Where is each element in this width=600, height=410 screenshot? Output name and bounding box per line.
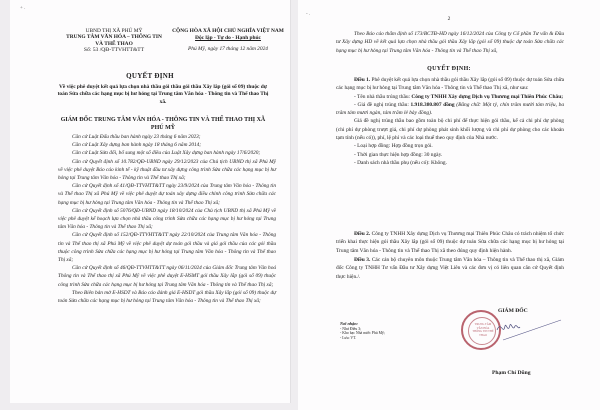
article-label: Điều 2. [354,231,371,237]
document-page-1 [10,0,291,403]
org-name-line1: TRUNG TÂM VĂN HÓA – THÔNG TIN [66,34,162,41]
national-header [162,28,294,53]
decision-title: QUYẾT ĐỊNH [126,72,174,80]
document-number: Số: 53 /QĐ-TTVHTT&TT [83,47,145,54]
national-motto: Độc lập - Tự do - Hạnh phúc [195,35,261,41]
recipient-item: - Như Điều 3; [340,326,362,331]
winner-label: - Tên nhà thầu trúng thầu: [354,93,412,100]
place-date: Phú Mỹ, ngày 17 tháng 12 năm 2024 [188,46,268,52]
legal-basis: Căn cứ Luật Đấu thầu ban hành ngày 23 tháng 6 năm 2023; [72,134,201,140]
decision-subject: Về việc phê duyệt kết quả lựa chọn nhà thầu gói thầu gói thầu Xây lắp (gói số 09) thuộc dự toán Sửa chữa các hạng mục bị hư hỏng tại Trung tâm Văn hóa - Thông tin và Thể thao Thị xã. [57,84,269,105]
legal-basis: Căn cứ Quyết định số 5076/QĐ-UBND ngày 18/10/2024 của Chủ tịch UBND thị xã Phú Mỹ về việc phê duyệt kế hoạch lựa chọn nhà thầu công trình Sửa chữa các hạng mục bị hư hỏng tại Trung tâm Văn hóa - Thông tin và Thể thao Thị xã; [58,207,276,231]
article-2 [336,230,564,255]
subcontractors: - Danh sách nhà thầu phụ (nếu có): Không. [354,159,447,166]
legal-basis: Căn cứ Quyết định số 46/QĐ-TTVHTT&TT ngày 06/11/2024 của Giám đốc Trung tâm Văn hoá Thông tin và Thể thao thị xã Phú Mỹ về việc phê duyệt E-HSMT gói thầu Xây lắp (gói số 09) thuộc công trình Sửa chữa các hạng mục bị hư hỏng tại Trung tâm Văn hóa - Thông tin và Thể thao Thị xã; [58,265,276,288]
signer-name: Phạm Chí Dũng [492,370,531,376]
article-label: Điều 3. [354,257,371,263]
legal-basis: Căn cứ Quyết định số 10.782/QĐ-UBND ngày 29/12/2023 của Chủ tịch UBND thị xã Phú Mỹ về việc phê duyệt Báo cáo kinh tế - kỹ thuật đầu tư xây dựng công trình Sửa chữa các hạng mục bị hư hỏng tại Trung tâm Văn hóa - Thông tin và Thể thao Thị xã; [58,158,276,182]
director-heading: GIÁM ĐỐC TRUNG TÂM VĂN HÓA - THÔNG TIN VÀ THỂ THAO THỊ XÃ PHÚ MỸ [60,117,266,131]
legal-basis: Căn cứ Luật Sửa đổi, bổ sung một số điều của Luật Xây dựng ban hành ngày 17/6/2020; [72,150,261,157]
article-1 [336,76,564,167]
article-3 [336,256,564,281]
legal-basis: Căn cứ Quyết định số 41/QĐ-TTVHTT&TT ngày 23/9/2024 của Trung tâm Văn hóa - Thông tin và Thể thao Thị xã Phú Mỹ về việc phê duyệt dự toán xây dựng điều chỉnh công trình Sửa chữa các hạng mục bị hư hỏng tại Trung tâm Văn hóa - Thông tin và Thể thao Thị xã; [58,183,276,206]
price-note: Giá đề nghị trúng thầu bao gồm toàn bộ chi phí để thực hiện gói thầu, kể cả chi phí dự phòng (chi phí dự phòng trượt giá, chi phí dự phòng phát sinh khối lượng và chi phí dự phòng cho các khoản tạm tính (nếu có)), phí, lệ phí và các loại thuế theo quy định của Nhà nước. [336,118,564,142]
recipient-item: - Lưu: VT. [340,335,357,340]
recipient-item: - Kho bạc Nhà nước Phú Mỹ; [340,331,385,336]
recipients-block [340,322,385,340]
issuing-agency-header [50,28,178,54]
winner-name: Công ty TNHH Xây dựng Dịch vụ Thương mại Thiên Phúc Châu; [411,93,563,100]
price-label: - Giá đề nghị trúng thầu: [354,101,411,108]
handwritten-signature-icon [493,316,563,346]
recipients-label: Nơi nhận: [340,321,358,326]
legal-basis: Căn cứ Luật Xây dựng ban hành ngày 18 tháng 6 năm 2014; [72,142,202,149]
org-name-line2: VÀ THỂ THAO [95,40,133,47]
contract-type: - Loại hợp đồng: Hợp đồng trọn gói. [354,143,433,150]
article-text: Các cán bộ chuyên môn thuộc Trung tâm Văn hóa – Thông tin và Thể thao thị xã, Giám đốc Công ty TNHH Tư vấn Đầu tư Xây dựng Việt Liên và các đơn vị có liên quan căn cứ Quyết định thực hiện./. [336,257,564,280]
legal-basis: Theo Biên bản mở E-HSDT và Báo cáo đánh giá E-HSDT gói thầu Xây lắp (gói số 09) thuộc dự toán Sửa chữa các hạng mục bị hư hỏng tại Trung tâm Văn hóa - Thông tin và Thể thao Thị xã; [58,289,276,305]
signature-title: GIÁM ĐỐC [498,308,528,314]
page-number: 2 [447,16,451,22]
agency-name: UBND THỊ XÃ PHÚ MỸ [85,28,143,34]
legal-basis: Căn cứ Quyết định số 152/QĐ-TTVHTT&TT ngày 22/10/2024 của Trung tâm Văn hóa - Thông tin và Thể thao thị xã Phú Mỹ về việc phê duyệt dự toán gói thầu và giá gói thầu của các gói thầu thuộc công trình Sửa chữa các hạng mục bị hư hỏng tại Trung tâm Văn hóa - Thông tin và Thể thao Thị xã; [58,232,276,264]
legal-bases [58,133,276,305]
price-in-words: (Bằng chữ: Một tỷ, chín trăm mười tám triệu, ba trăm tám mươi ngàn, tám trăm lẻ bảy đồng). [336,101,565,117]
intro-text: Theo Báo cáo thẩm định số 173/BCTĐ-HD ngày 16/12/2024 của Công ty Cổ phần Tư vấn & Đầu tư Xây dựng HD về kết quả lựa chọn nhà thầu gói thầu Xây lắp (gói số 09) thuộc dự toán Sửa chữa các hạng mục bị hư hỏng tại Trung tâm Văn hóa - Thông tin và Thể thao Thị xã, [336,31,564,54]
scan-mark: + . [20,6,26,11]
article-label: Điều 1. [354,77,371,83]
document-page-2 [298,0,600,410]
scan-mark: - . [306,12,311,17]
decision-heading: QUYẾT ĐỊNH: [427,66,471,72]
article-text: Phê duyệt kết quả lựa chọn nhà thầu gói thầu Xây lắp (gói số 09) thuộc dự toán Sửa chữa các hạng mục bị hư hỏng tại Trung tâm Văn hóa - Thông tin và Thể thao Thị xã, như sau: [336,77,564,92]
contract-duration: - Thời gian thực hiện hợp đồng: 30 ngày. [354,151,443,158]
article-text: Công ty TNHH Xây dựng Dịch vụ Thương mại Thiên Phúc Châu có trách nhiệm tổ chức triển khai thực hiện gói thầu Xây lắp (gói số 09) thuộc dự toán Sửa chữa các hạng mục bị hư hỏng tại Trung tâm Văn hóa - Thông tin và Thể thao Thị xã theo đúng quy định hiện hành. [336,231,564,254]
nation-name: CỘNG HÒA XÃ HỘI CHỦ NGHĨA VIỆT NAM [172,28,284,34]
appraisal-report-basis [336,30,564,55]
price-value: 1.918.380.807 đồng [410,101,455,108]
seal-text: TRUNG TÂM VĂN HÓA THÔNG TIN THỂ THAO [472,323,494,337]
